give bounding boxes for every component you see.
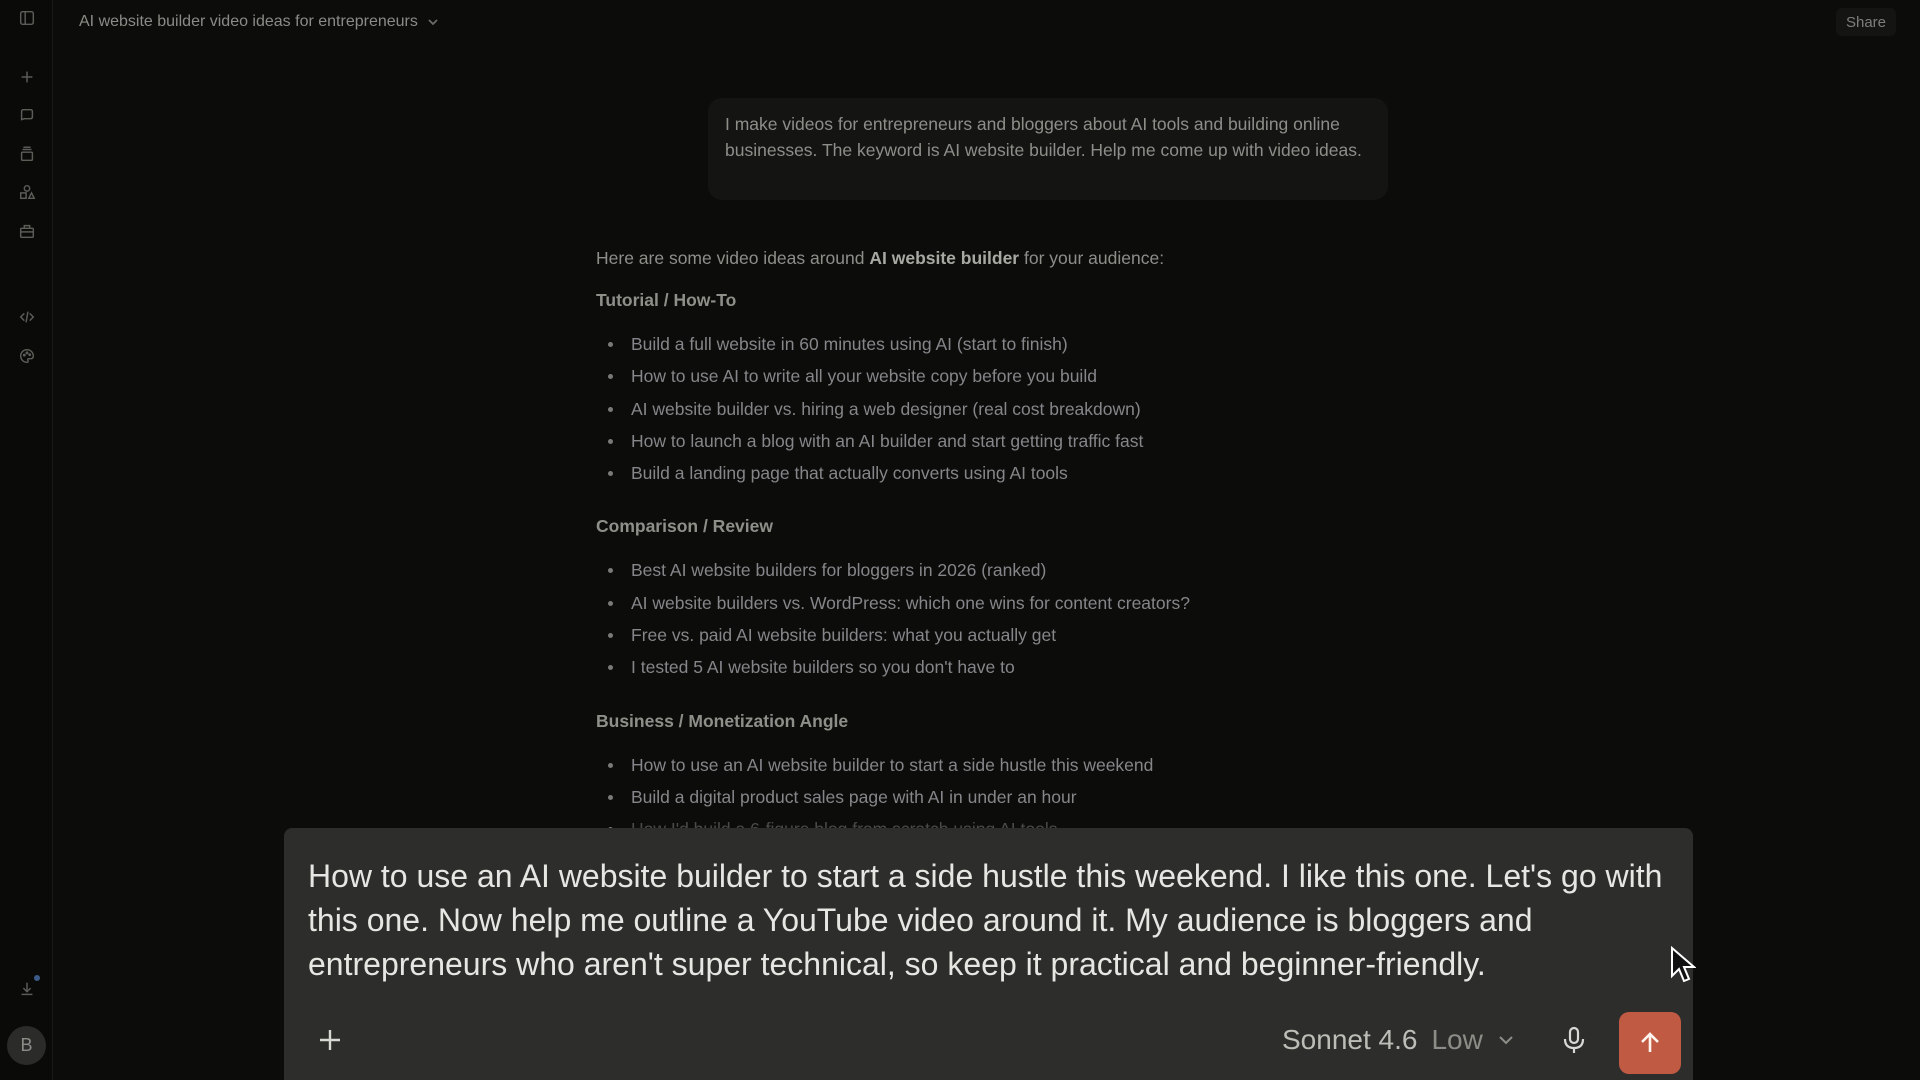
top-bar [53, 0, 1920, 44]
bullet-list [596, 331, 1296, 492]
chevron-down-icon [1497, 1031, 1515, 1049]
chat-title: AI website builder video ideas for entrepreneurs [79, 13, 418, 30]
intro-prefix: Here are some video ideas around [596, 248, 870, 268]
section-heading: Comparison / Review [596, 516, 773, 537]
projects-icon[interactable] [16, 143, 38, 165]
chat-title-dropdown[interactable] [79, 13, 440, 31]
list-item: Build a digital product sales page with AI in under an hour [596, 784, 1296, 816]
model-selector[interactable] [1282, 1020, 1515, 1060]
list-item: Best AI website builders for bloggers in 2026 (ranked) [596, 557, 1296, 589]
intro-keyword: AI website builder [869, 248, 1020, 268]
mouse-cursor-icon [1670, 946, 1696, 984]
new-chat-icon[interactable] [16, 66, 38, 88]
voice-input-button[interactable] [1554, 1020, 1594, 1060]
list-item: Free vs. paid AI website builders: what you actually get [596, 622, 1296, 654]
composer-input[interactable]: How to use an AI website builder to start a side hustle this weekend. I like this one. Let's go with this one. Now help me outline a YouTube video around it. My audience is bloggers and entrepreneurs who aren't super technical, so keep it practical and beginner-friendly. [308, 858, 1663, 982]
add-attachment-button[interactable] [314, 1024, 346, 1056]
assistant-response [596, 248, 1296, 849]
list-item: How to use an AI website builder to start a side hustle this weekend [596, 752, 1296, 784]
chats-icon[interactable] [16, 105, 38, 127]
sidebar-toggle-icon[interactable] [16, 7, 38, 29]
sidebar [0, 0, 53, 1080]
list-item: I tested 5 AI website builders so you don't have to [596, 654, 1296, 686]
model-effort: Low [1431, 1024, 1483, 1055]
chevron-down-icon [426, 15, 440, 29]
palette-icon[interactable] [16, 345, 38, 367]
notification-dot [34, 975, 40, 981]
list-item: Build a full website in 60 minutes using AI (start to finish) [596, 331, 1296, 363]
share-button[interactable]: Share [1836, 8, 1896, 36]
microphone-icon [1559, 1025, 1589, 1055]
avatar-initial: B [20, 1035, 33, 1055]
artifacts-icon[interactable] [16, 181, 38, 203]
list-item: How to launch a blog with an AI builder and start getting traffic fast [596, 428, 1296, 460]
list-item: Build a landing page that actually converts using AI tools [596, 460, 1296, 492]
download-icon[interactable] [16, 978, 38, 1000]
message-composer[interactable] [284, 828, 1693, 1080]
bullet-list [596, 557, 1296, 686]
list-item: AI website builder vs. hiring a web designer (real cost breakdown) [596, 396, 1296, 428]
toolbox-icon[interactable] [16, 220, 38, 242]
list-item: AI website builders vs. WordPress: which one wins for content creators? [596, 590, 1296, 622]
avatar[interactable] [7, 1026, 46, 1065]
model-name: Sonnet 4.6 [1282, 1024, 1418, 1055]
list-item: How to use AI to write all your website copy before you build [596, 363, 1296, 395]
intro-suffix: for your audience: [1019, 248, 1165, 268]
send-button[interactable] [1619, 1012, 1681, 1074]
arrow-up-icon [1637, 1030, 1663, 1056]
section-heading: Business / Monetization Angle [596, 710, 849, 731]
user-message: I make videos for entrepreneurs and bloggers about AI tools and building online businesses. The keyword is AI website builder. Help me come up with video ideas. [708, 98, 1388, 200]
section-heading: Tutorial / How-To [596, 290, 737, 310]
code-icon[interactable] [16, 306, 38, 328]
plus-icon [317, 1027, 343, 1053]
response-intro [596, 248, 1296, 274]
